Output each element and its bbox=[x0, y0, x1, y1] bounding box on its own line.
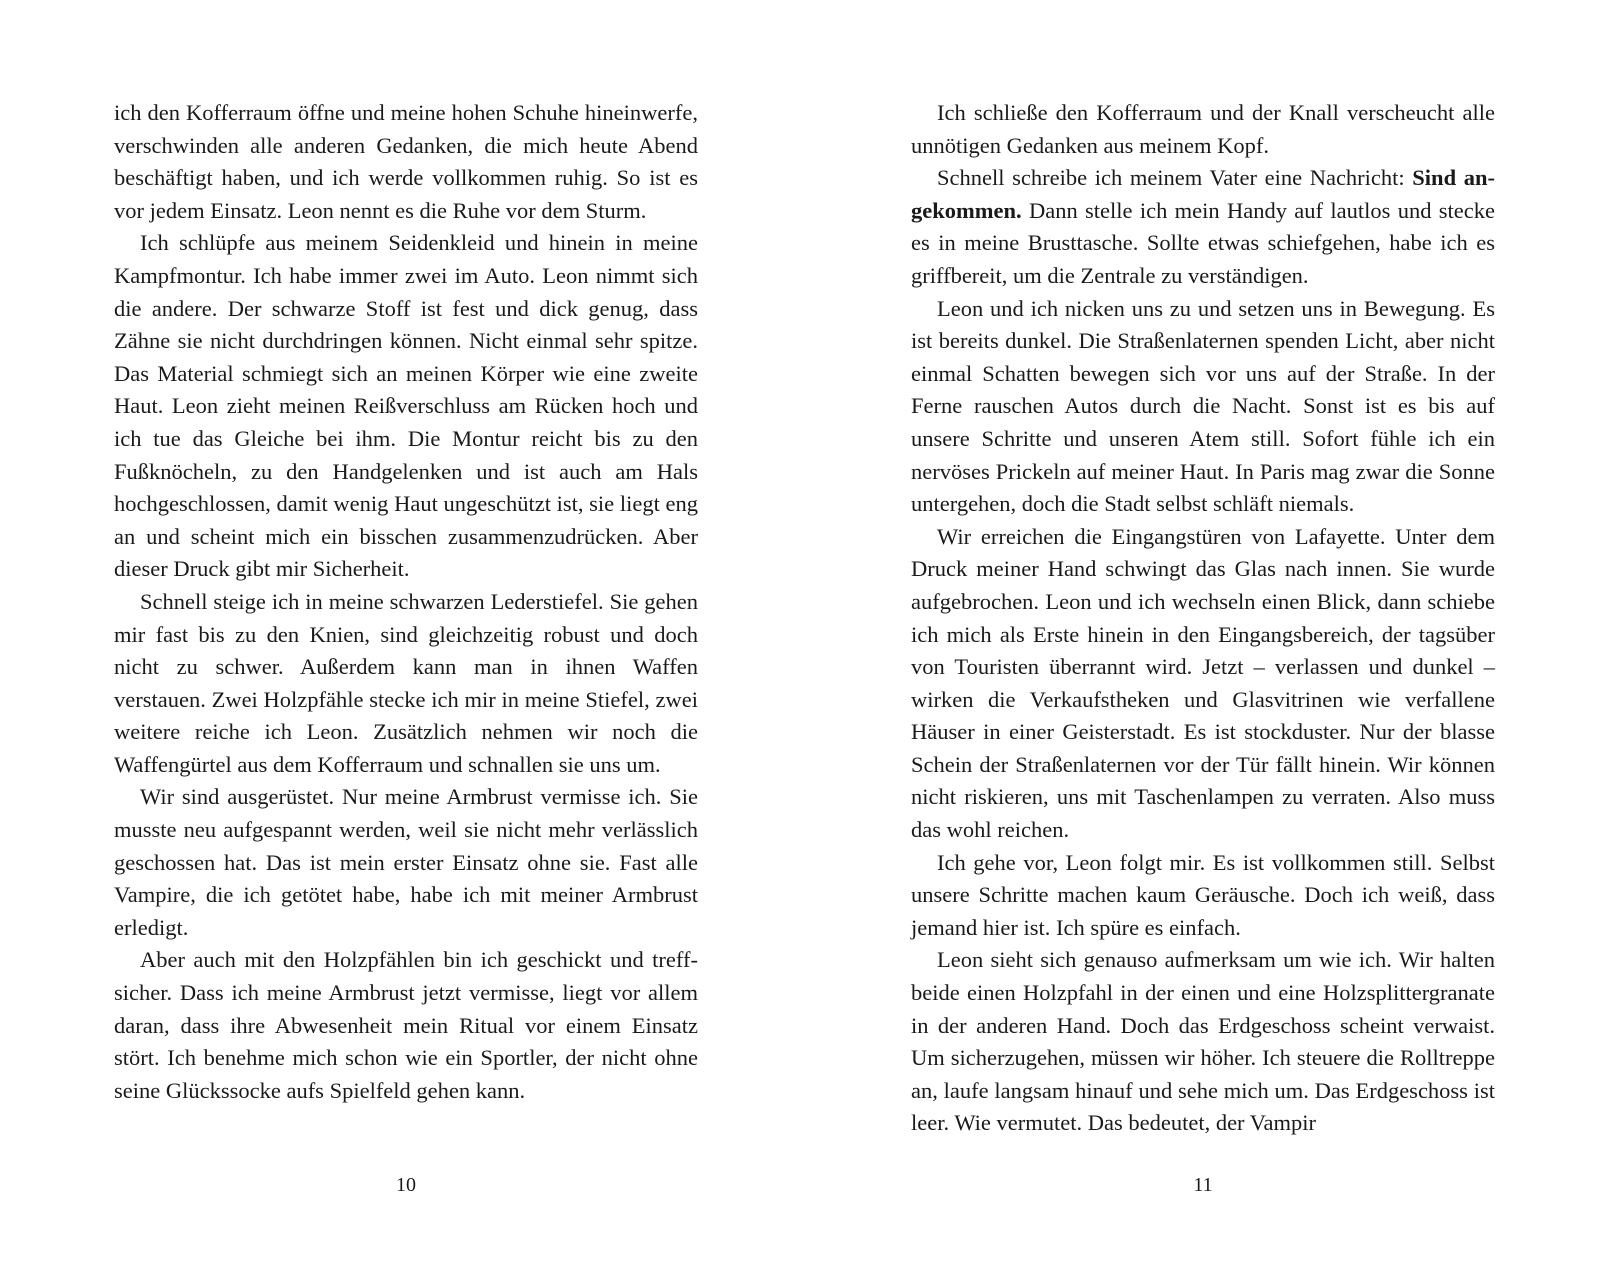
bold-message-text: Sind angekommen. bbox=[911, 165, 1495, 223]
paragraph: Leon sieht sich genauso aufmerksam um wie ich. Wir halten beide einen Holzpfahl in der einen und eine Holzsplittergranate in der anderen Hand. Doch das Erdgeschoss scheint verwaist. Um sicherzugehen, müssen wir höher. Ich steuere die Rolltreppe an, laufe langsam hinauf und sehe mich um. Das Erdgeschoss ist leer. Wie vermutet. Das bedeutet, der Vampir bbox=[911, 947, 1495, 1136]
paragraph-text: Dann stelle ich mein Handy auf lautlos und stecke es in meine Brusttasche. Sollte etwas schiefgehen, habe ich es griffbereit, um die Zentrale zu verständigen. bbox=[911, 197, 1495, 288]
paragraph: Leon und ich nicken uns zu und setzen uns in Bewegung. Es ist bereits dunkel. Die Straßenlaternen spenden Licht, aber nicht einmal Schatten bewegen sich vor uns auf der Straße. In der Ferne rauschen Autos durch die Nacht. Sonst ist es bis auf unsere Schritte und unseren Atem still. Sofort fühle ich ein nervöses Prickeln auf meiner Haut. In Paris mag zwar die Sonne untergehen, doch die Stadt selbst schläft niemals. bbox=[911, 295, 1495, 517]
page-number-left: 10 bbox=[396, 1174, 416, 1196]
paragraph: Wir erreichen die Eingangstüren von Lafayette. Unter dem Druck meiner Hand schwingt das Glas nach innen. Sie wurde aufgebrochen. Leon und ich wechseln einen Blick, dann schiebe ich mich als Erste hinein in den Eingangsbereich, der tagsüber von Touristen überrannt wird. Jetzt – verlassen und dunkel – wirken die Verkaufstheken und Glasvitrinen wie verfallene Häuser in einer Geisterstadt. Es ist stockduster. Nur der blasse Schein der Straßenlaternen vor der Tür fällt hinein. Wir können nicht riskieren, uns mit Taschenlampen zu verraten. Also muss das wohl reichen. bbox=[911, 523, 1495, 843]
paragraph: Wir sind ausgerüstet. Nur meine Armbrust vermisse ich. Sie musste neu aufgespannt werden, weil sie nicht mehr verlässlich geschossen hat. Das ist mein erster Einsatz ohne sie. Fast alle Vampire, die ich getötet habe, habe ich mit meiner Armbrust erledigt. bbox=[114, 784, 698, 940]
page-number-right: 11 bbox=[1193, 1174, 1213, 1196]
paragraph: Ich gehe vor, Leon folgt mir. Es ist vollkommen still. Selbst unsere Schritte machen kaum Geräusche. Doch ich weiß, dass jemand hier ist. Ich spüre es einfach. bbox=[911, 849, 1495, 940]
paragraph: Aber auch mit den Holzpfählen bin ich geschickt und treffsicher. Dass ich meine Armbrust jetzt vermisse, liegt vor allem daran, dass ihre Abwesenheit mein Ritual vor einem Einsatz stört. Ich benehme mich schon wie ein Sportler, der nicht ohne seine Glückssocke aufs Spielfeld gehen kann. bbox=[114, 947, 698, 1103]
paragraph: Ich schlüpfe aus meinem Seidenkleid und hinein in meine Kampfmontur. Ich habe immer zwei im Auto. Leon nimmt sich die andere. Der schwarze Stoff ist fest und dick genug, dass Zähne sie nicht durchdringen können. Nicht einmal sehr spitze. Das Material schmiegt sich an meinen Körper wie eine zweite Haut. Leon zieht meinen Reißverschluss am Rücken hoch und ich tue das Gleiche bei ihm. Die Montur reicht bis zu den Fußknöcheln, zu den Handgelenken und ist auch am Hals hochgeschlossen, damit wenig Haut ungeschützt ist, sie liegt eng an und scheint mich ein bisschen zusammenzudrücken. Aber dieser Druck gibt mir Sicherheit. bbox=[114, 230, 698, 582]
right-page-text bbox=[911, 97, 1495, 1140]
paragraph-text: Schnell schreibe ich meinem Vater eine Nachricht: bbox=[937, 165, 1413, 191]
paragraph: Ich schließe den Kofferraum und der Knall verscheucht alle unnötigen Gedanken aus meinem Kopf. bbox=[911, 100, 1495, 158]
paragraph: Schnell steige ich in meine schwarzen Lederstiefel. Sie gehen mir fast bis zu den Knien, sind gleichzeitig robust und doch nicht zu schwer. Außerdem kann man in ihnen Waffen verstauen. Zwei Holzpfähle stecke ich mir in meine Stiefel, zwei weitere reiche ich Leon. Zusätzlich nehmen wir noch die Waffengürtel aus dem Kofferraum und schnallen sie uns um. bbox=[114, 588, 698, 777]
paragraph: ich den Kofferraum öffne und meine hohen Schuhe hineinwerfe, verschwinden alle anderen Gedanken, die mich heute Abend beschäftigt haben, und ich werde vollkommen ruhig. So ist es vor jedem Einsatz. Leon nennt es die Ruhe vor dem Sturm. bbox=[114, 100, 698, 223]
paragraph bbox=[911, 162, 1495, 292]
left-page-text bbox=[114, 97, 698, 1107]
